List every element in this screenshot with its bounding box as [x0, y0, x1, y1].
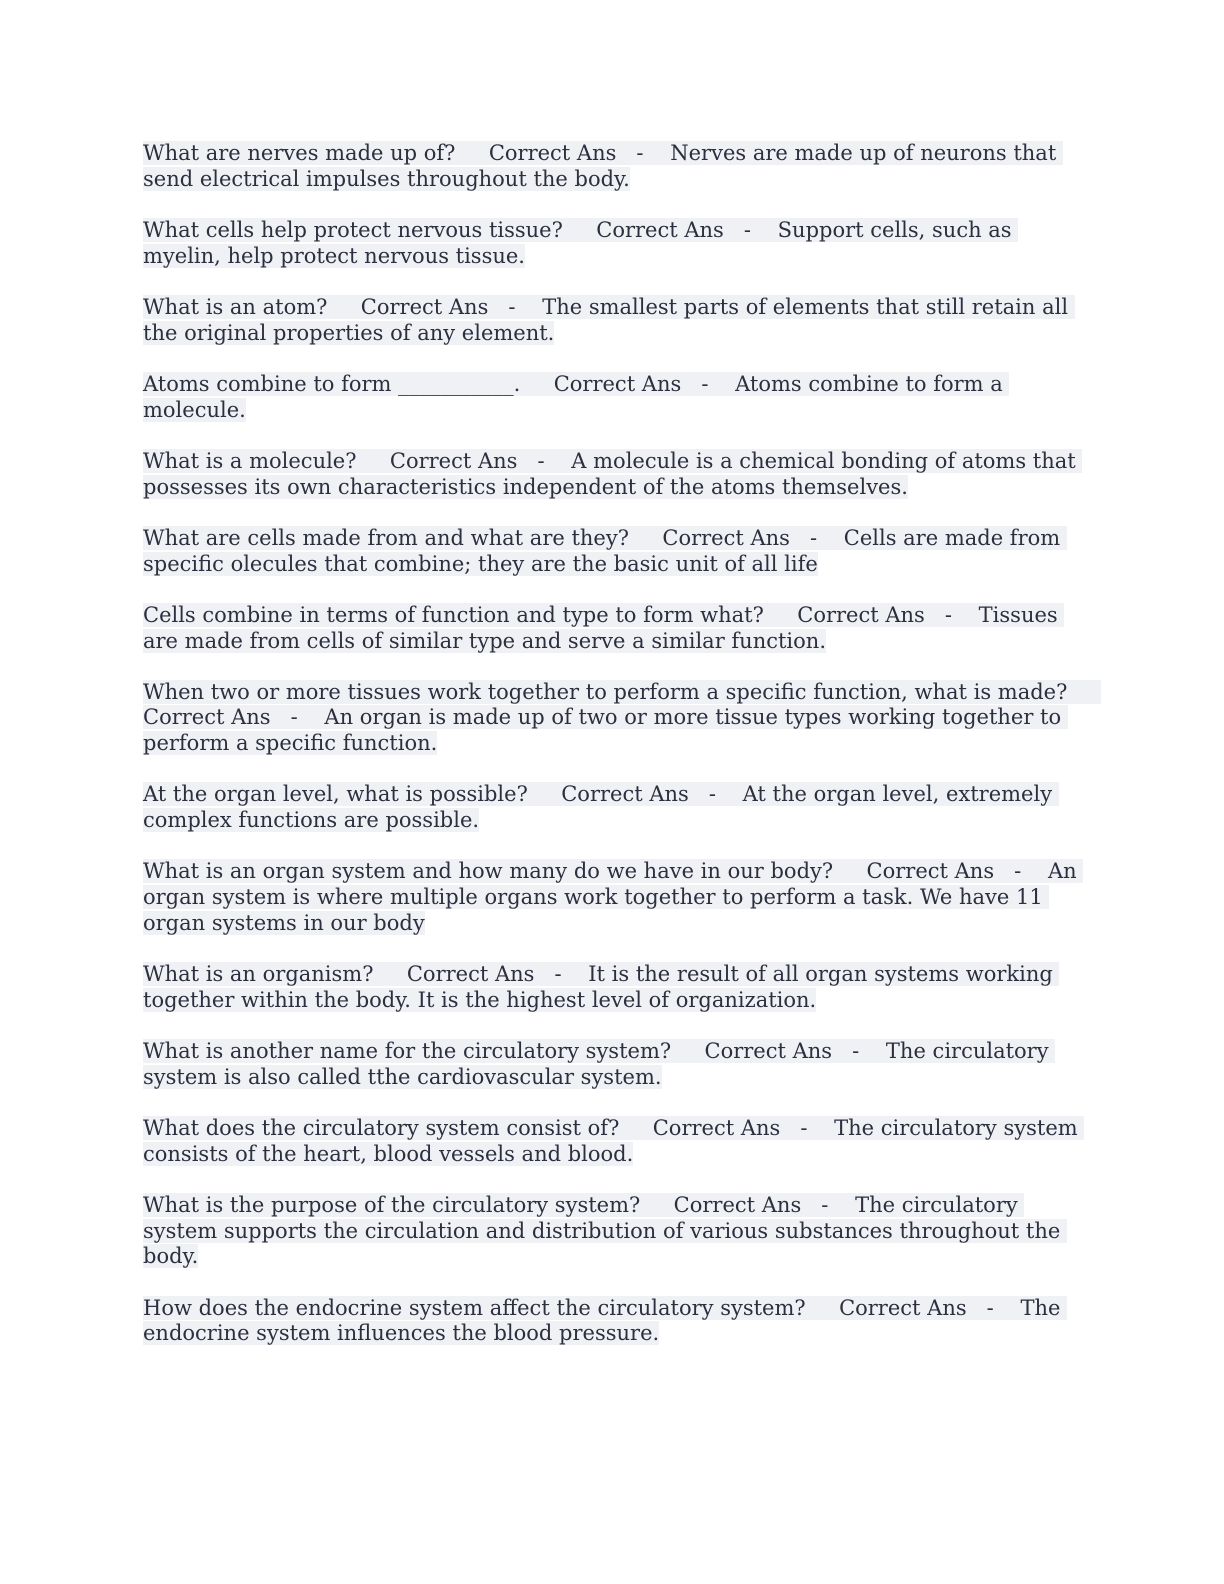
document-page: [143, 141, 1085, 1373]
answer-label: Correct Ans: [143, 705, 271, 730]
answer-text: Cells are made from specific olecules that combine; they are the basic unit of all life: [143, 525, 1067, 576]
question-text: What is a molecule?: [143, 448, 357, 473]
question-text: What are nerves made up of?: [143, 141, 456, 165]
answer-dash: -: [636, 141, 644, 165]
qa-item: [143, 1116, 1085, 1167]
qa-item: [143, 680, 1078, 757]
answer-dash: -: [701, 371, 709, 396]
answer-text: Support cells, such as myelin, help protect nervous tissue.: [143, 217, 1019, 268]
answer-text: The circulatory system supports the circulation and distribution of various substances throughout the body.: [143, 1192, 1067, 1269]
answer-label: Correct Ans: [488, 141, 617, 165]
question-text: What is the purpose of the circulatory system?: [143, 1192, 641, 1217]
answer-label: Correct Ans: [596, 217, 724, 242]
answer-label: Correct Ans: [704, 1039, 833, 1064]
answer-dash: -: [809, 525, 818, 550]
answer-text: An organ system is where multiple organs work together to perform a task. We have 11 organ systems in our body: [143, 859, 1084, 935]
answer-dash: -: [986, 1295, 994, 1320]
answer-dash: -: [290, 705, 298, 730]
qa-item: [143, 526, 1078, 577]
answer-dash: -: [508, 294, 516, 319]
question-text: What is an atom?: [143, 294, 328, 319]
question-text: Cells combine in terms of function and type to form what?: [143, 602, 764, 627]
answer-text: Tissues are made from cells of similar type and serve a similar function.: [143, 602, 1065, 653]
qa-item: [143, 1039, 1078, 1090]
answer-dash: -: [852, 1039, 860, 1064]
qa-item: [143, 1193, 1078, 1270]
answer-label: Correct Ans: [673, 1192, 802, 1217]
answer-dash: -: [743, 217, 751, 242]
question-text: What is another name for the circulatory system?: [143, 1039, 672, 1064]
answer-text: At the organ level, extremely complex functions are possible.: [143, 782, 1059, 833]
answer-dash: -: [1014, 859, 1022, 884]
question-text: What are cells made from and what are they?: [143, 525, 629, 550]
answer-text: An organ is made up of two or more tissue types working together to perform a specific function.: [143, 705, 1068, 756]
answer-dash: -: [708, 782, 716, 807]
answer-label: Correct Ans: [561, 782, 689, 807]
qa-item: [143, 372, 1078, 423]
question-text: How does the endocrine system affect the circulatory system?: [143, 1295, 806, 1320]
answer-text: Nerves are made up of neurons that send electrical impulses throughout the body.: [143, 141, 1063, 191]
answer-dash: -: [821, 1192, 829, 1217]
question-text: What cells help protect nervous tissue?: [143, 217, 563, 242]
qa-item: [143, 295, 1078, 346]
question-text: When two or more tissues work together to perform a specific function, what is made?: [143, 679, 1068, 704]
answer-label: Correct Ans: [662, 525, 790, 550]
answer-dash: -: [554, 962, 562, 987]
answer-label: Correct Ans: [360, 294, 489, 319]
qa-item: [143, 1296, 1078, 1347]
answer-label: Correct Ans: [553, 371, 682, 396]
qa-item: [143, 448, 1083, 500]
answer-label: Correct Ans: [839, 1295, 967, 1320]
answer-text: It is the result of all organ systems working together within the body. It is the highest level of organization.: [143, 962, 1060, 1012]
answer-label: Correct Ans: [866, 859, 995, 884]
answer-dash: -: [537, 448, 545, 473]
answer-text: The circulatory system consists of the heart, blood vessels and blood.: [143, 1116, 1085, 1166]
qa-item: [143, 962, 1078, 1013]
qa-item: [143, 603, 1078, 654]
answer-dash: -: [800, 1116, 808, 1140]
answer-label: Correct Ans: [389, 448, 518, 473]
answer-text: The circulatory system is also called tthe cardiovascular system.: [143, 1039, 1056, 1089]
qa-item: [143, 782, 1078, 833]
answer-label: Correct Ans: [406, 962, 535, 987]
question-text: Atoms combine to form ___________.: [143, 371, 521, 396]
question-text: What is an organ system and how many do we have in our body?: [143, 859, 834, 884]
question-text: At the organ level, what is possible?: [143, 782, 528, 807]
question-text: What does the circulatory system consist of?: [143, 1116, 620, 1140]
answer-text: Atoms combine to form a molecule.: [143, 371, 1010, 422]
answer-label: Correct Ans: [797, 602, 925, 627]
answer-text: The smallest parts of elements that still retain all the original properties of any element.: [143, 294, 1075, 345]
answer-text: The endocrine system influences the blood pressure.: [143, 1295, 1068, 1346]
answer-text: A molecule is a chemical bonding of atoms that possesses its own characteristics independent of the atoms themselves.: [143, 448, 1083, 499]
answer-dash: -: [944, 602, 952, 627]
question-text: What is an organism?: [143, 962, 374, 987]
qa-item: [143, 218, 1078, 269]
answer-label: Correct Ans: [652, 1116, 781, 1140]
qa-item: [143, 859, 1084, 936]
qa-item: [143, 141, 1078, 192]
